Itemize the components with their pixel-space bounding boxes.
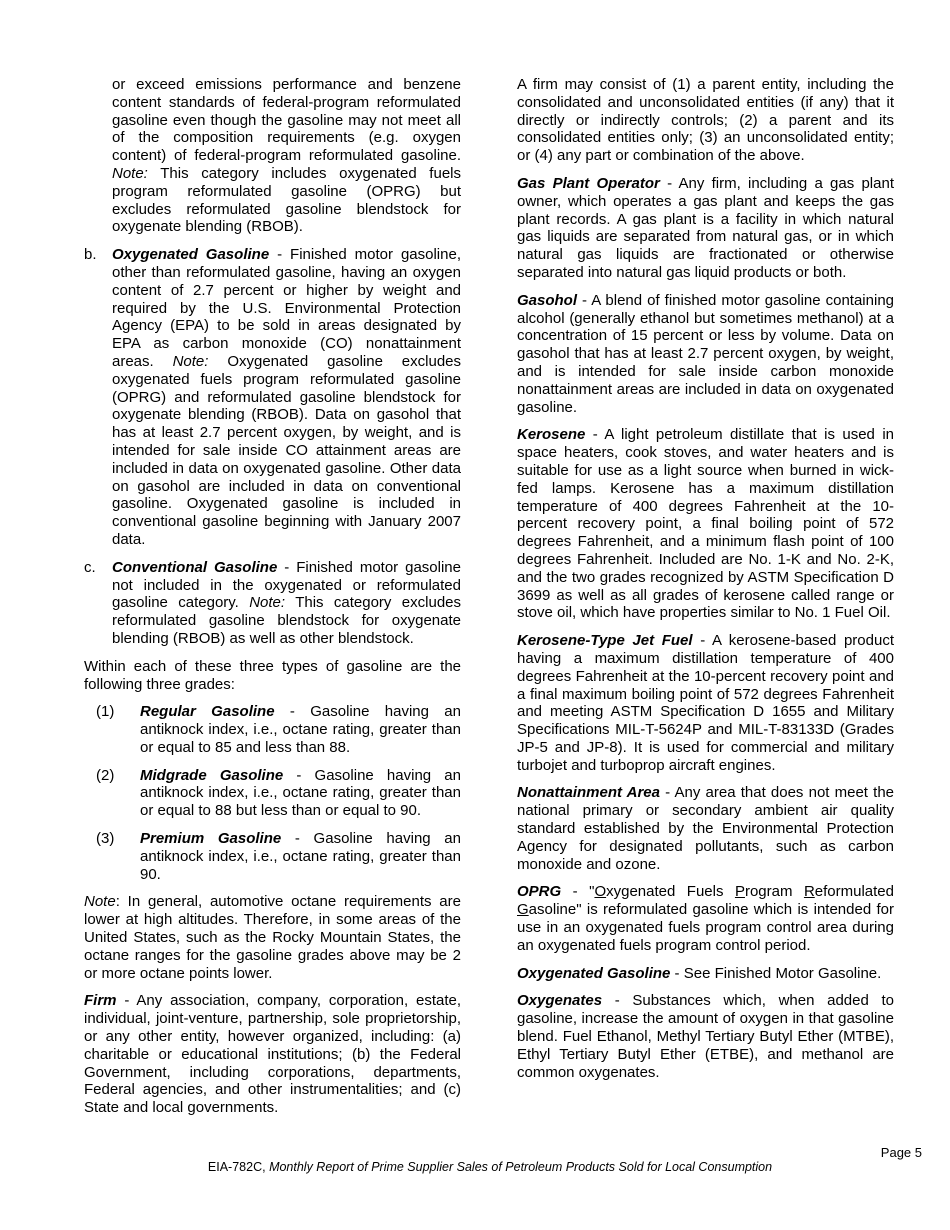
list-item-c [84, 559, 461, 648]
note-label: Note: [172, 352, 209, 370]
term-oxygenated-gasoline: Oxygenated Gasoline [517, 964, 671, 982]
term-conventional-gasoline: Conventional Gasoline [112, 558, 278, 576]
definition-text: - A kerosene-based product having a maximum distillation temperature of 400 degrees Fahrenheit at the 10-percent recovery point and a final maximum boiling point of 572 degrees Fahrenheit and meeting ASTM Specification D 1655 and Military Specifications MIL-T-5624P and MIL-T-83133D (Grades JP-5 and JP-8). It is used for commercial and military turbojet and turboprop aircraft engines. [517, 632, 894, 774]
grade-marker: (1) [96, 703, 115, 721]
footer-form-id: EIA-782C, [207, 1160, 266, 1174]
definition-text: xygenated Fuels [606, 883, 735, 901]
paragraph-text: This category includes oxygenated fuels program reformulated gasoline (OPRG) but excludes reformulated gasoline blendstock for oxygenate blending (RBOB). [112, 164, 461, 236]
grade-item-premium [84, 830, 461, 883]
definition-text: - Any area that does not meet the national primary or secondary ambient air quality standard established by the Environmental Protection Agency for designated pollutants, such as carbon monoxide and ozone. [517, 784, 895, 873]
acronym-letter: O [594, 883, 607, 901]
definition-text: - Finished motor gasoline, other than reformulated gasoline, having an oxygen content of 2.7 percent or higher by weight and required by the U.S. Environmental Protection Agency (EPA) to be sold in areas designated by EPA as carbon monoxide (CO) nonattainment areas. [112, 246, 461, 370]
definition-gasohol [517, 292, 894, 417]
note-label: Note: [112, 164, 148, 182]
term-firm: Firm [84, 992, 117, 1010]
definition-text: - Finished motor gasoline not included in the oxygenated or reformulated gasoline category. [112, 558, 461, 612]
list-marker: b. [84, 246, 97, 264]
definition-text: - " [561, 883, 595, 901]
definition-text: - Gasoline having an antiknock index, i.e., octane rating, greater than 90. [140, 830, 461, 883]
term-oxygenated-gasoline: Oxygenated Gasoline [112, 246, 270, 264]
definition-text: - Any association, company, corporation, estate, individual, joint-venture, partnership, sole proprietorship, or any other entity, however organized, including: (a) charitable or educational institutions; (b) the Federal Government, including corporations, departments, Federal agencies, and other instrumentalities; and (c) State and local governments. [84, 992, 461, 1117]
definition-nonattainment-area [517, 784, 894, 873]
list-marker: c. [84, 558, 96, 576]
definition-text: asoline" is reformulated gasoline which is intended for use in an oxygenated fuels program control area during an oxygenated fuels program control period. [517, 901, 894, 954]
paragraph-text: or exceed emissions performance and benzene content standards of federal-program reformulated gasoline even though the gasoline may not meet all of the composition requirements (e.g. oxygen content) of federal-program reformulated gasoline. [112, 76, 461, 165]
term-nonattainment-area: Nonattainment Area [517, 784, 660, 802]
right-column [517, 76, 894, 1091]
definition-text: - Gasoline having an antiknock index, i.e., octane rating, greater than or equal to 85 and less than 88. [140, 703, 461, 756]
definition-kerosene [517, 426, 894, 622]
grades-intro: Within each of these three types of gasoline are the following three grades: [84, 657, 461, 693]
definition-gas-plant-operator [517, 175, 894, 282]
definition-text: Oxygenated gasoline excludes oxygenated fuels program reformulated gasoline (OPRG) and reformulated gasoline blendstock for oxygenate blending (RBOB). Data on gasohol that has at least 2.7 percent oxygen, by weight, and is intended for sale inside CO attainment areas are included in data on oxygenated gasoline. Other data on gasohol are included in data on conventional gasoline. Oxygenated gasoline is included in conventional gasoline beginning with January 2007 data. [112, 352, 462, 548]
grade-marker: (2) [96, 766, 115, 784]
definition-text: rogram [744, 883, 804, 901]
definition-firm [84, 992, 461, 1117]
term-midgrade-gasoline: Midgrade Gasoline [140, 766, 284, 784]
continued-paragraph [84, 76, 461, 236]
definition-text: - A blend of finished motor gasoline containing alcohol (generally ethanol but sometimes methanol) at a concentration of 15 percent or less by volume. Data on gasohol that has at least 2.7 percent oxygen, by weight, and is intended for sale inside carbon monoxide nonattainment areas are included in data on oxygenated gasoline. [517, 291, 894, 416]
footer-title: Monthly Report of Prime Supplier Sales of Petroleum Products Sold for Local Consumption [269, 1160, 773, 1174]
acronym-letter: G [517, 901, 529, 919]
definition-text: This category excludes reformulated gasoline blendstock for oxygenate blending (RBOB) as well as other blendstock. [112, 594, 461, 647]
definition-oxygenates [517, 992, 894, 1081]
note-label: Note [84, 893, 116, 911]
term-kerosene-type-jet-fuel: Kerosene-Type Jet Fuel [517, 632, 693, 650]
definition-text: - See Finished Motor Gasoline. [670, 964, 882, 982]
acronym-letter: R [803, 883, 815, 901]
term-gas-plant-operator: Gas Plant Operator [517, 174, 660, 192]
grade-marker: (3) [96, 830, 115, 848]
acronym-letter: P [734, 883, 745, 901]
definition-text: - Substances which, when added to gasoline, increase the amount of oxygen in that gasoline blend. Fuel Ethanol, Methyl Tertiary Butyl Ether (MTBE), Ethyl Tertiary Butyl Ether (ETBE), and methanol are common oxygenates. [517, 992, 894, 1081]
term-regular-gasoline: Regular Gasoline [140, 703, 275, 721]
grade-item-midgrade [84, 767, 461, 820]
paragraph-text: : In general, automotive octane requirements are lower at high altitudes. Therefore, in some areas of the United States, such as the Rocky Mountain States, the octane ranges for the gasoline grades above may be 2 or more octane points lower. [84, 893, 461, 982]
definition-kerosene-jet-fuel [517, 632, 894, 774]
definition-text: - Any firm, including a gas plant owner, which operates a gas plant and keeps the gas plant records. A gas plant is a facility in which natural gas liquids are separated from natural gas, or in which natural gas liquids are fractionated or otherwise separated into natural gas liquid products or both. [517, 174, 894, 281]
term-oprg: OPRG [517, 883, 562, 901]
term-oxygenates: Oxygenates [517, 992, 603, 1010]
firm-continued: A firm may consist of (1) a parent entity, including the consolidated and unconsolidated entities (if any) that it directly or indirectly controls; (2) a parent and its consolidated entities only; (3) an unconsolidated entity; or (4) any part or combination of the above. [517, 76, 894, 165]
term-kerosene: Kerosene [517, 426, 586, 444]
definition-text: - Gasoline having an antiknock index, i.e., octane rating, greater than or equal to 88 but less than or equal to 90. [140, 766, 461, 820]
term-gasohol: Gasohol [517, 291, 578, 309]
list-item-b [84, 246, 461, 549]
definition-oprg [517, 883, 894, 954]
grade-item-regular [84, 703, 461, 756]
note-label: Note: [249, 594, 286, 612]
definition-text: - A light petroleum distillate that is used in space heaters, cook stoves, and water heaters and is suitable for use as a light source when burned in wick-fed lamps. Kerosene has a maximum distillation temperature of 400 degrees Fahrenheit at the 10-percent recovery point, a final boiling point of 572 degrees Fahrenheit, and a minimum flash point of 100 degrees Fahrenheit. Included are No. 1-K and No. 2-K, and the two grades recognized by ASTM Specification D 3699 as well as all grades of kerosene called range or stove oil, which have properties similar to No. 1 Fuel Oil. [517, 426, 894, 622]
definition-oxygenated-gasoline [517, 965, 894, 983]
left-column [84, 76, 461, 1127]
term-premium-gasoline: Premium Gasoline [140, 830, 282, 848]
page-number: Page 5 [880, 1145, 922, 1160]
definition-text: eformulated [814, 883, 894, 901]
altitude-note [84, 893, 461, 982]
footer [0, 1160, 950, 1174]
